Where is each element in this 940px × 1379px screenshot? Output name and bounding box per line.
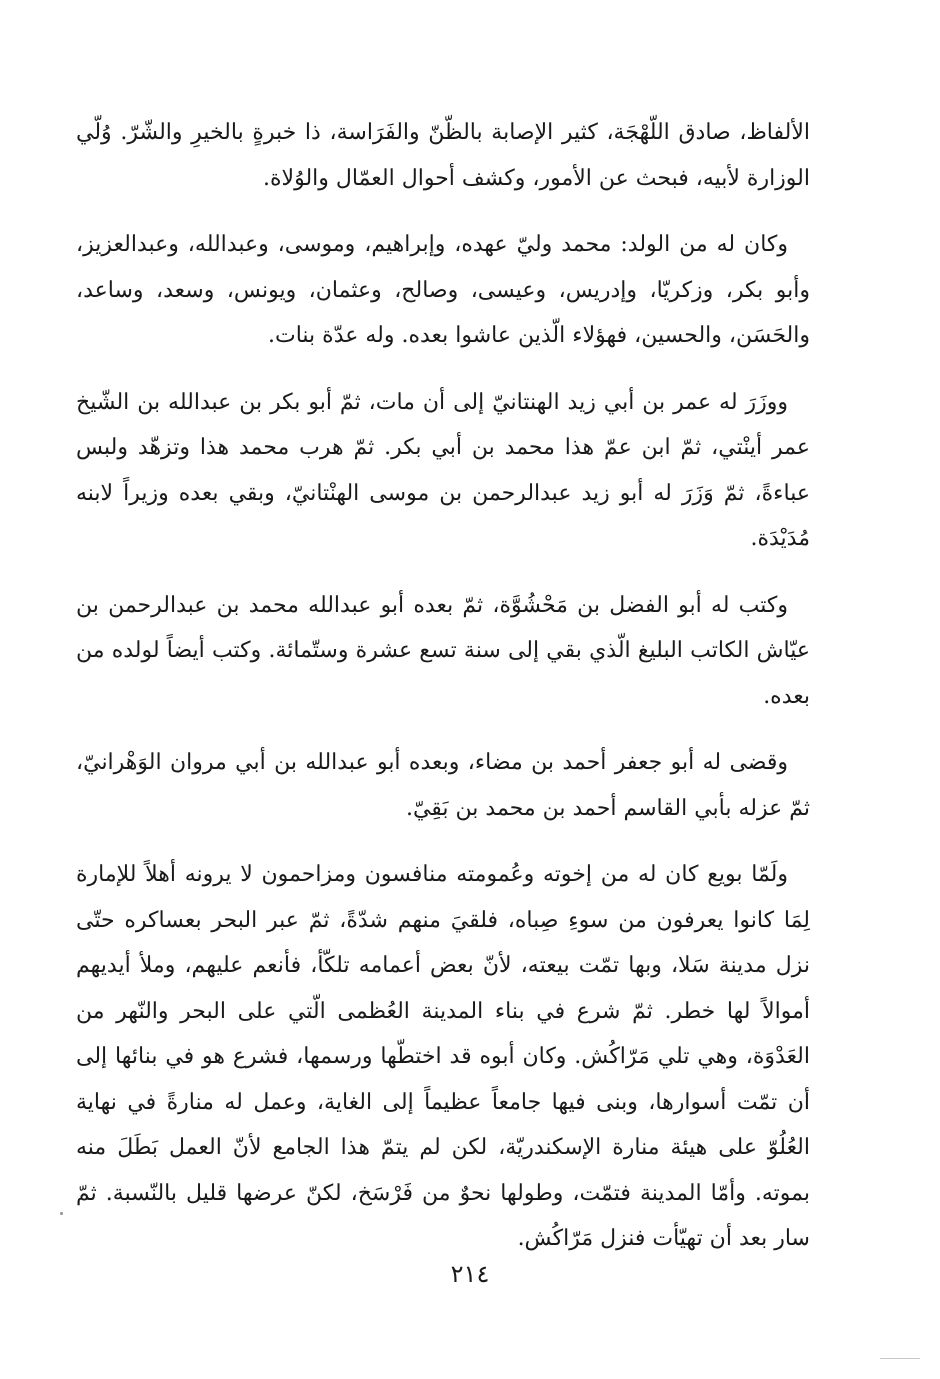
page-number: ٢١٤ xyxy=(450,1260,490,1288)
scan-speck xyxy=(60,1212,63,1215)
body-text xyxy=(76,110,810,1283)
paragraph-children: وكان له من الولد: محمد وليّ عهده، وإبراهيم، وموسى، وعبدالله، وعبدالعزيز، وأبو بكر، وزكريّا، وإدريس، وعيسى، وصالح، وعثمان، ويونس، وسعد، وساعد، والحَسَن، والحسين، فهؤلاء الّذين عاشوا بعده. وله عدّة بنات. xyxy=(76,232,810,348)
paragraph-continuation: الألفاظ، صادق اللّهْجَة، كثير الإصابة بالظّنّ والفَرَاسة، ذا خبرةٍ بالخيرِ والشّرّ. وُلّي الوزارة لأبيه، فبحث عن الأمور، وكشف أحوال العمّال والوُلاة. xyxy=(76,120,810,191)
scan-speck xyxy=(880,1358,920,1359)
paragraph-reign: ولَمّا بويع كان له من إخوته وعُمومته منافسون ومزاحمون لا يرونه أهلاً للإمارة لِمَا كانوا يعرفون من سوءِ صِباه، فلقيَ منهم شدّةً، ثمّ عبر البحر بعساكره حتّى نزل مدينة سَلا، وبها تمّت بيعته، لأنّ بعض أعمامه تلكّأ، فأنعم عليهم، وملأ أيديهم أموالاً لها خطر. ثمّ شرع في بناء المدينة العُظمى الّتي على البحر والنّهر من العَدْوَة، وهي تلي مَرّاكُش. وكان أبوه قد اختطّها ورسمها، فشرع هو في بنائها إلى أن تمّت أسوارها، وبنى فيها جامعاً عظيماً إلى الغاية، وعمل له منارةً في نهاية العُلُوّ على هيئة منارة الإسكندريّة، لكن لم يتمّ هذا الجامع لأنّ العمل بَطَلَ منه بموته. وأمّا المدينة فتمّت، وطولها نحوٌ من فَرْسَخ، لكنّ عرضها قليل بالنّسبة. ثمّ سار بعد أن تهيّأت فنزل مَرّاكُش. xyxy=(76,862,810,1251)
paragraph-scribes: وكتب له أبو الفضل بن مَحْشُوَّة، ثمّ بعده أبو عبدالله محمد بن عبدالرحمن بن عيّاش الكاتب البليغ الّذي بقي إلى سنة تسع عشرة وستّمائة. وكتب أيضاً لولده من بعده. xyxy=(76,592,810,709)
paragraph-judges: وقضى له أبو جعفر أحمد بن مضاء، وبعده أبو عبدالله بن أبي مروان الوَهْرانيّ، ثمّ عزله بأبي القاسم أحمد بن محمد بن بَقِيّ. xyxy=(76,750,810,821)
paragraph-ministers: ووزَرَ له عمر بن أبي زيد الهنتانيّ إلى أن مات، ثمّ أبو بكر بن عبدالله بن الشّيخ عمر أينْتي، ثمّ ابن عمّ هذا محمد بن أبي بكر. ثمّ هرب محمد هذا وتزهّد ولبس عباءةً، ثمّ وَزَرَ له أبو زيد عبدالرحمن بن موسى الهنْتانيّ، وبقي بعده وزيراً لابنه مُدَيْدَة. xyxy=(76,389,810,551)
